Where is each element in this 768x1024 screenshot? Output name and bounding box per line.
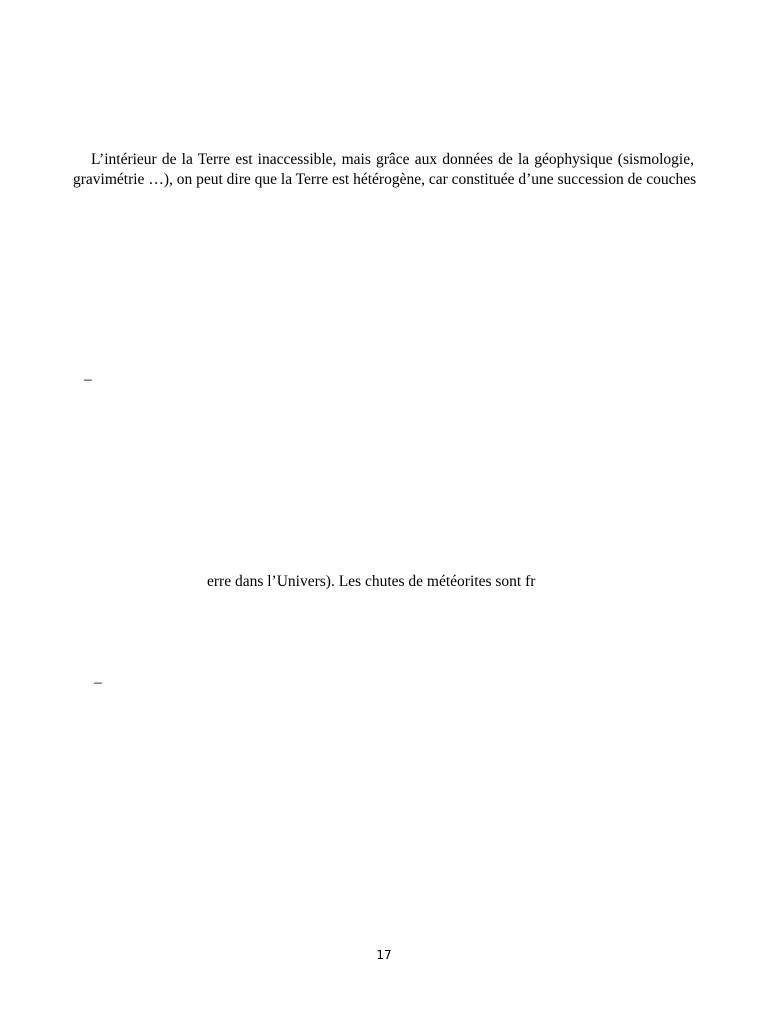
paragraph-line: gravimétrie …), on peut dire que la Terre est hétérogène, car constituée d’une succession de couches xyxy=(73,171,697,188)
dash-marker: – xyxy=(84,371,92,388)
intro-paragraph xyxy=(73,150,697,190)
dash-marker: – xyxy=(94,674,102,691)
text-fragment: erre dans l’Univers). Les chutes de météorites sont fr xyxy=(207,573,536,590)
page-number: 17 xyxy=(376,948,392,962)
paragraph-line: L’intérieur de la Terre est inaccessible, mais grâce aux données de la géophysique (sismologie, xyxy=(91,151,694,168)
